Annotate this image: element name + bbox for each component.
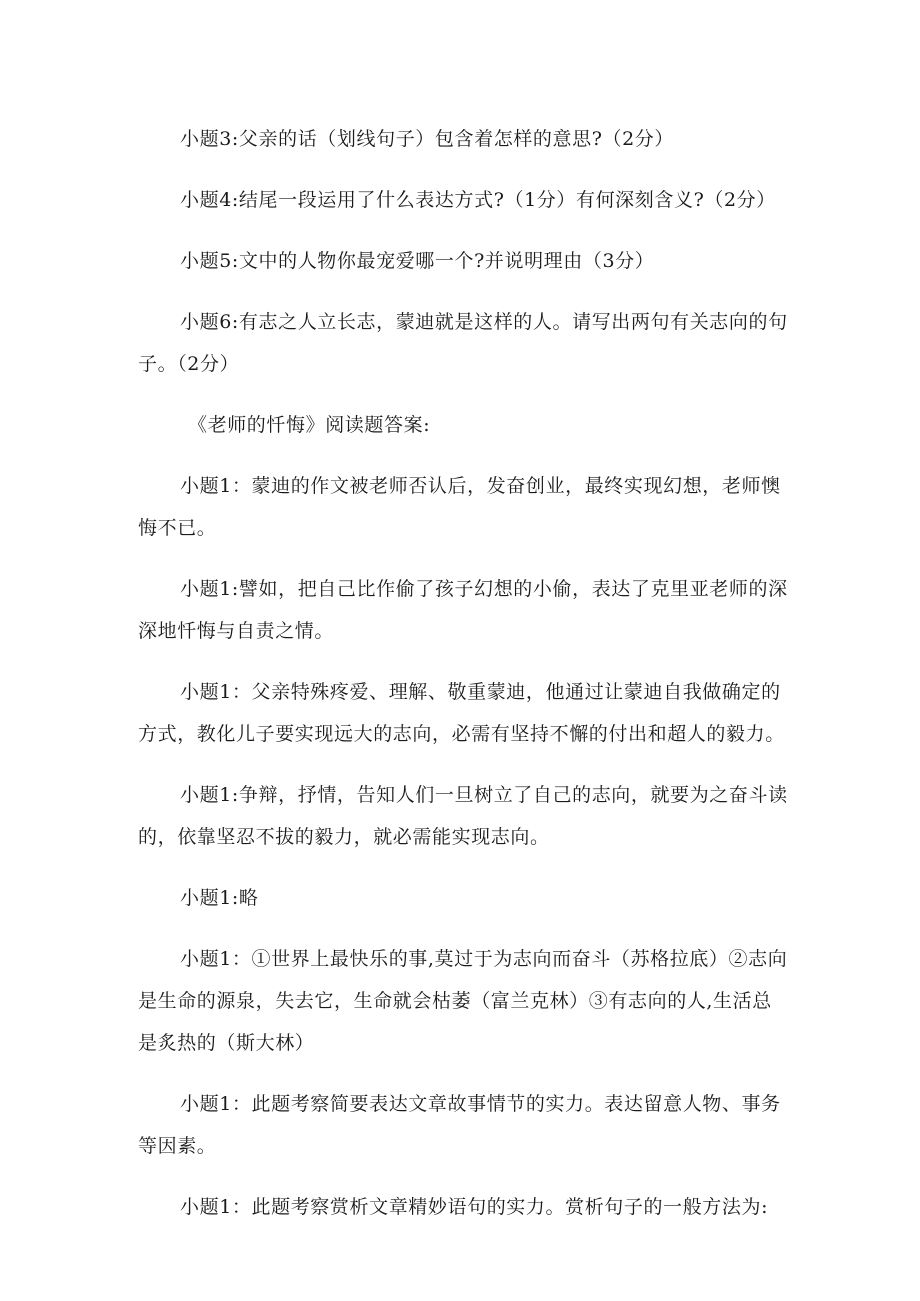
- answer-4: 小题1:争辩，抒情，告知人们一旦树立了自己的志向，就要为之奋斗读的，依靠坚忍不拔的毅力，就必需能实现志向。: [138, 784, 788, 848]
- question-3: 小题3:父亲的话（划线句子）包含着怎样的意思?（2分）: [180, 128, 674, 150]
- document-body: [138, 118, 788, 1247]
- answer-1: 小题1：蒙迪的作文被老师否认后，发奋创业，最终实现幻想，老师懊悔不已。: [138, 475, 781, 539]
- answers-heading: 《老师的忏悔》阅读题答案:: [188, 414, 431, 436]
- question-4: 小题4:结尾一段运用了什么表达方式?（1分）有何深刻含义?（2分）: [180, 189, 776, 211]
- answer-2: 小题1:譬如，把自己比作偷了孩子幻想的小偷，表达了克里亚老师的深深地忏悔与自责之情。: [138, 578, 788, 642]
- answer-6: 小题1：①世界上最快乐的事,莫过于为志向而奋斗（苏格拉底）②志向是生命的源泉，失去它，生命就会枯萎（富兰克林）③有志向的人,生活总是炙热的（斯大林）: [138, 948, 788, 1054]
- explanation-1: 小题1：此题考察简要表达文章故事情节的实力。表达留意人物、事务等因素。: [138, 1093, 781, 1157]
- question-6: 小题6:有志之人立长志，蒙迪就是这样的人。请写出两句有关志向的句子。（2分）: [138, 311, 788, 375]
- explanation-2: 小题1：此题考察赏析文章精妙语句的实力。赏析句子的一般方法为:: [180, 1196, 769, 1218]
- question-5: 小题5:文中的人物你最宠爱哪一个?并说明理由（3分）: [180, 250, 655, 272]
- answer-5: 小题1:略: [180, 887, 259, 909]
- answer-3: 小题1：父亲特殊疼爱、理解、敬重蒙迪，他通过让蒙迪自我做确定的方式，教化儿子要实现远大的志向，必需有坚持不懈的付出和超人的毅力。: [138, 681, 785, 745]
